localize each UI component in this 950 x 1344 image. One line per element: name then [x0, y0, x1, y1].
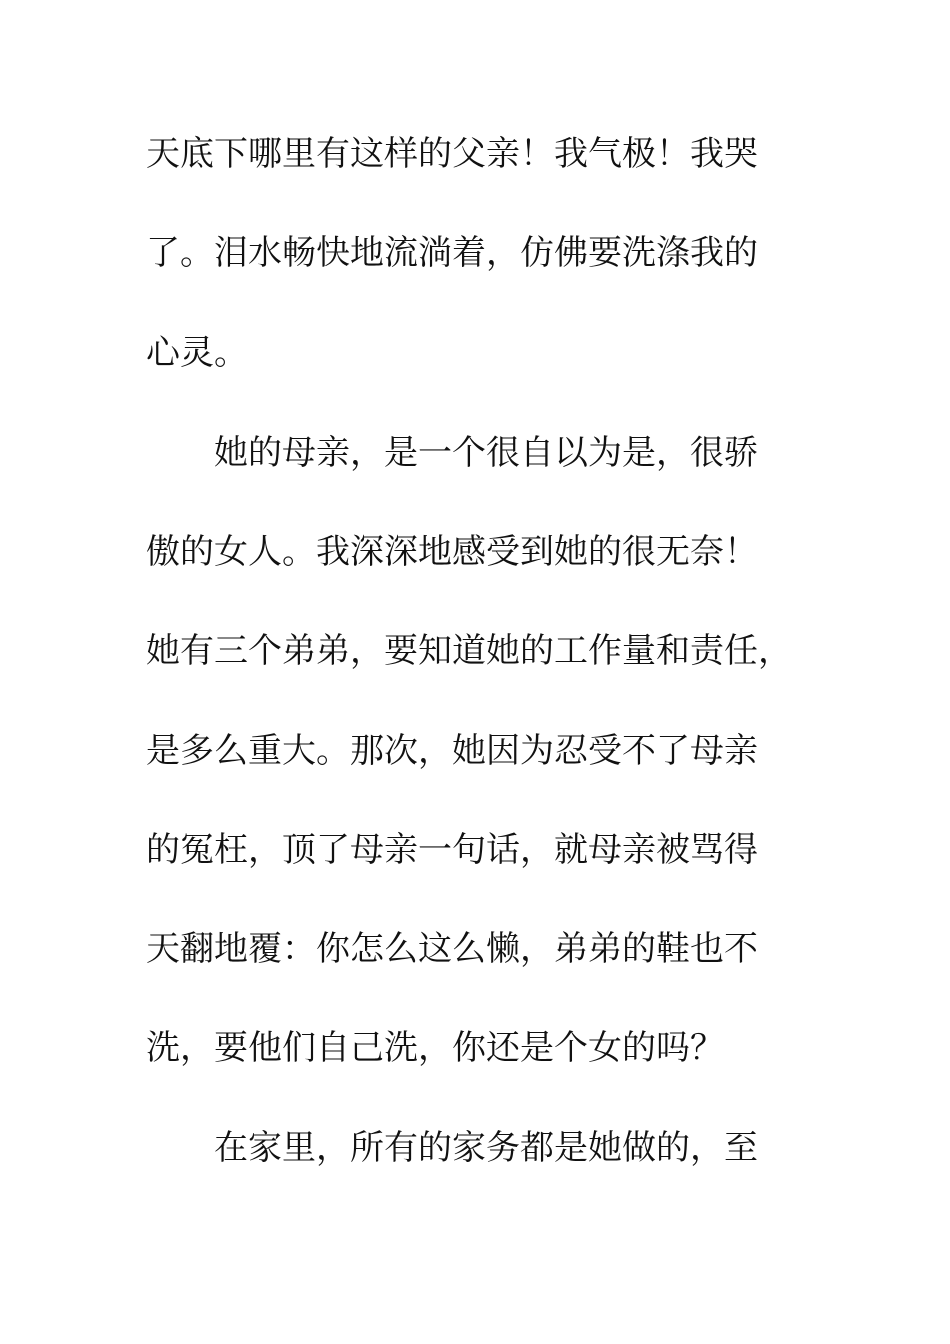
- text-line: 傲的女人。我深深地感受到她的很无奈！: [146, 532, 758, 572]
- paragraph-start-line: 她的母亲，是一个很自以为是，很骄: [214, 433, 758, 473]
- text-line: 天翻地覆：你怎么这么懒，弟弟的鞋也不: [146, 929, 758, 969]
- paragraph-start-line: 在家里，所有的家务都是她做的，至: [214, 1128, 758, 1168]
- text-line: 她有三个弟弟，要知道她的工作量和责任，: [146, 631, 792, 671]
- text-line: 的冤枉，顶了母亲一句话，就母亲被骂得: [146, 830, 758, 870]
- text-line: 洗，要他们自己洗，你还是个女的吗？: [146, 1028, 724, 1068]
- text-line: 心灵。: [146, 333, 248, 373]
- text-line: 了。泪水畅快地流淌着，仿佛要洗涤我的: [146, 233, 758, 273]
- text-line: 是多么重大。那次，她因为忍受不了母亲: [146, 731, 758, 771]
- text-line: 天底下哪里有这样的父亲！我气极！我哭: [146, 134, 758, 174]
